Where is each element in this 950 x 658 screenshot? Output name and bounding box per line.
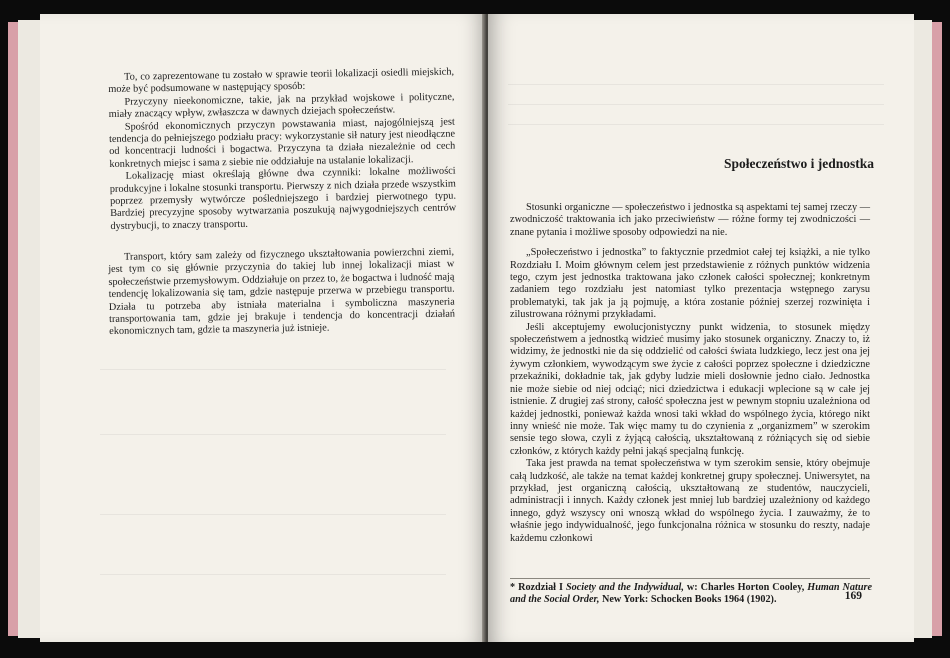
page-number: 169 (844, 590, 862, 602)
right-page (488, 14, 914, 642)
footnote-publisher: New York: Schocken Books 1964 (1902). (599, 594, 777, 606)
paragraph: Jeśli akceptujemy ewolucjonistyczny punkt widzenia, to stosunek między społeczeństwem a jednostką widzieć musimy jako stosunek organiczny. Znaczy to, iż widzimy, że jednostki nie da się oddzielić od całości świata ludzkiego, lecz jest ona jej żywym członkiem, wywodzącym swe życie z całości poprzez społeczne i dziedziczne przekaźniki, dokładnie tak, jak gdyby ludzie mieli dosłownie jedno ciało. Jednostka nie może siebie od niej odciąć; nici dziedzictwa i edukacji wplecione są w całe jej istnienie. Z drugiej zaś strony, całość społeczna jest w pewnym stopniu uzależniona od każdej jednostki, ponieważ każda wnosi taki wkład do wspólnego życia, którego nikt inny wnieść nie może. Tak więc mamy tu do czynienia z „organizmem” w szerokim sensie tego słowa, czyli z żyjącą całością, ukształtowaną z różniących się od siebie członków, z których każdy pełni jakąś specjalną funkcję. (510, 321, 870, 457)
left-page-text-bottom (108, 247, 455, 339)
footnote-title-2: Human Nature and the Social Order, (510, 582, 872, 606)
left-page (40, 14, 486, 642)
paragraph: Przyczyny nieekonomiczne, takie, jak na przykład wojskowe i polityczne, miały znaczący wpływ, zwłaszcza w dawnych dziejach społeczeństw. (108, 91, 455, 121)
book-edge-left (8, 22, 18, 636)
paragraph: To, co zaprezentowane tu zostało w sprawie teorii lokalizacji osiedli miejskich, może być podsumowane w następujący sposób: (108, 66, 455, 96)
paragraph: Taka jest prawda na temat społeczeństwa w tym szerokim sensie, który obejmuje całą ludzkość, ale także na temat każdej konkretnej grupy społecznej. Uniwersytet, na przykład, jest organiczną całością, ukształtowaną ze studentów, nauczycieli, administracji i innych. Każdy członek jest mniej lub bardziej uzależniony od każdego innego, gdyż wszyscy oni wnoszą wkład do wspólnego życia. I zauważmy, że to właśnie jego indywidualność, jego funkcjonalna różnica w stosunku do reszty, nadaje każdemu członkowi (510, 458, 870, 544)
right-page-text (510, 202, 870, 545)
paragraph: Lokalizację miast określają główne dwa czynniki: lokalne możliwości produkcyjne i lokalne stosunki transportu. Pierwszy z nich działa przede wszystkim poprzez przemysły wytwórcze pośledniejszego i bardziej pierwotnego typu. Bardziej precyzyjne sposoby wytwarzania poszukują najwygodniejszych centrów dystrybucji, to znaczy transportu. (109, 165, 457, 232)
paragraph: Stosunki organiczne — społeczeństwo i jednostka są aspektami tej samej rzeczy — zwodniczość traktowania ich jako przeciwieństw — różne formy tej zwodniczości — znane pytania i możliwe sposoby odpowiedzi na nie. (510, 202, 870, 238)
book-edge-right (932, 22, 942, 636)
paragraph: Spośród ekonomicznych przyczyn powstawania miast, najogólniejszą jest tendencja do pełniejszego podziału pracy: wykorzystanie sił natury jest nieodłączne od koncentracji ludności i bogactwa. Przyczyna ta działa niezależnie od cech konkretnych miejsc i sama z siebie nie oddziałuje na ustalanie lokalizacji. (108, 116, 456, 170)
footnote-divider (510, 578, 870, 579)
left-page-text-top (108, 67, 456, 234)
paragraph: „Społeczeństwo i jednostka” to faktycznie przedmiot całej tej książki, a nie tylko Rozdziału I. Moim głównym celem jest przedstawienie z różnych punktów widzenia tego, czym jest jednostka traktowana jako członek całości społecznej; konkretnym zadaniem tego rozdziału jest natomiast tylko prezentacja wstępnego zarysu problematyki, tak jak ja ją pojmuję, a która zostanie później szerzej rozwinięta i zilustrowana różnymi przykładami. (510, 247, 870, 321)
footnote-title: Society and the Indywidual, (565, 582, 684, 593)
footnote (510, 582, 872, 607)
footnote-author: w: Charles Horton Cooley, (683, 582, 808, 593)
footnote-prefix: * Rozdział I (510, 582, 566, 593)
paragraph: Transport, który sam zależy od fizycznego ukształtowania powierzchni ziemi, jest tym co się głównie przyczynia do takiej lub innej lokalizacji miast w społeczeństwie przemysłowym. Oddziałuje on przez to, że bogactwa i ludność mają tendencję lokalizowania się tam, gdzie następuje przerwa w przebiegu transportu. Działa tu potrzeba aby istniała materialna i symboliczna maszyneria transportowania tam, gdzie jej brakuje i tendencja do koncentracji działań ekonomicznych tam, gdzie ta maszyneria już istnieje. (108, 246, 456, 338)
chapter-title: Społeczeństwo i jednostka (723, 156, 874, 171)
